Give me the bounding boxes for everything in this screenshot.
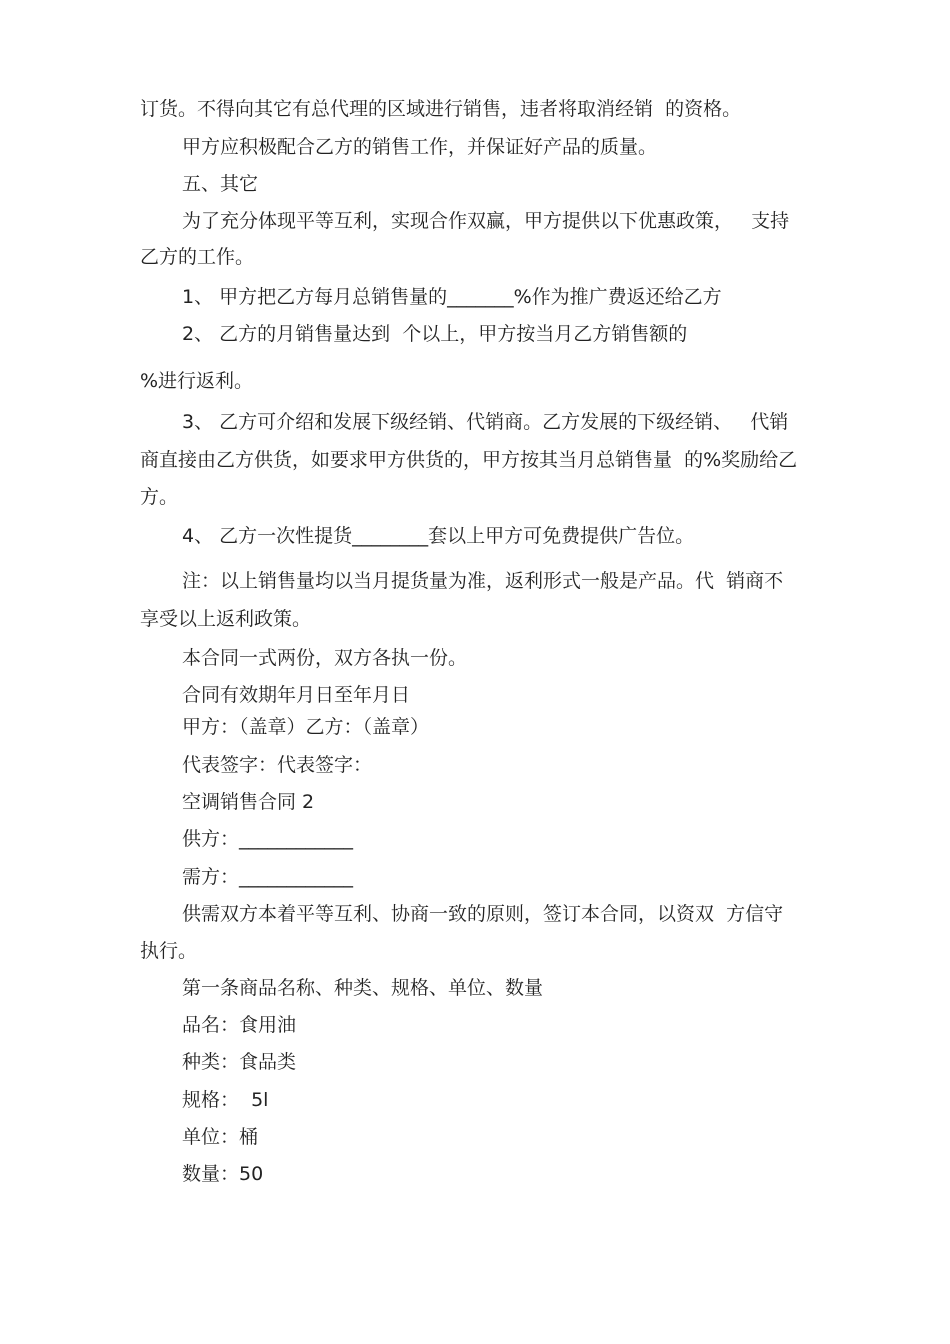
contract-title: 空调销售合同 2: [182, 791, 315, 813]
paragraph-line: 合同有效期年月日至年月日: [182, 684, 411, 706]
list-item: 1、 甲方把乙方每月总销售量的_______%作为推广费返还给乙方: [182, 286, 722, 308]
note-line: 注：以上销售量均以当月提货量为准，返利形式一般是产品。代 销商不: [182, 570, 784, 592]
paragraph-line: 乙方的工作。: [140, 246, 255, 268]
product-name: 品名：食用油: [182, 1014, 297, 1036]
paragraph-line: 供需双方本着平等互利、协商一致的原则，签订本合同，以资双 方信守: [182, 903, 784, 925]
product-spec: 规格： 5l: [182, 1089, 269, 1111]
product-category: 种类：食品类: [182, 1051, 297, 1073]
paragraph-line: 本合同一式两份，双方各执一份。: [182, 647, 468, 669]
list-item: 3、 乙方可介绍和发展下级经销、代销商。乙方发展的下级经销、 代销: [182, 411, 789, 433]
signature-line: 代表签字：代表签字：: [182, 754, 373, 776]
note-line: 享受以上返利政策。: [140, 608, 312, 630]
signature-line: 甲方：（盖章）乙方：（盖章）: [182, 716, 430, 738]
supplier-line: 供方：____________: [182, 828, 354, 850]
paragraph-line: 方。: [140, 486, 179, 508]
section-heading: 五、其它: [182, 173, 259, 195]
paragraph-line: 执行。: [140, 940, 198, 962]
paragraph-line: %进行返利。: [140, 370, 254, 392]
paragraph-line: 甲方应积极配合乙方的销售工作，并保证好产品的质量。: [182, 136, 658, 158]
product-unit: 单位：桶: [182, 1126, 259, 1148]
list-item: 4、 乙方一次性提货________套以上甲方可免费提供广告位。: [182, 525, 695, 547]
paragraph-line: 订货。不得向其它有总代理的区域进行销售，违者将取消经销 的资格。: [140, 98, 742, 120]
product-quantity: 数量：50: [182, 1163, 264, 1185]
paragraph-line: 商直接由乙方供货，如要求甲方供货的，甲方按其当月总销售量 的%奖励给乙: [140, 449, 798, 471]
paragraph-line: 为了充分体现平等互利，实现合作双赢，甲方提供以下优惠政策， 支持: [182, 210, 790, 232]
article-heading: 第一条商品名称、种类、规格、单位、数量: [182, 977, 544, 999]
list-item: 2、 乙方的月销售量达到 个以上，甲方按当月乙方销售额的: [182, 323, 688, 345]
buyer-line: 需方：____________: [182, 866, 354, 888]
